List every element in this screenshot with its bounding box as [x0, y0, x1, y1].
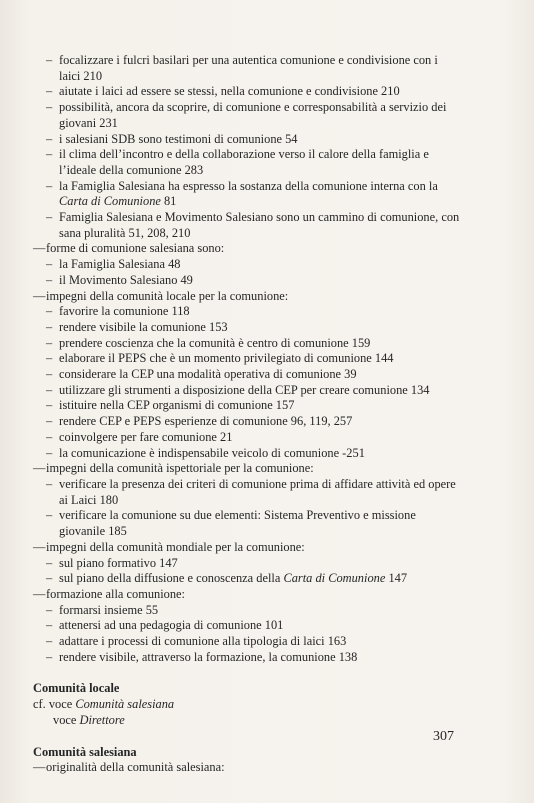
- index-entry: [33, 508, 461, 539]
- dash-marker: –: [46, 53, 53, 67]
- entry-text: la Famiglia Salesiana 48: [59, 257, 181, 272]
- group-heading-text: impegni della comunità locale per la comunione:: [46, 288, 289, 303]
- dash-marker: –: [46, 649, 53, 664]
- dash-marker: –: [46, 319, 53, 334]
- entry-text: possibilità, ancora da scoprire, di comunione e corresponsabilità a servizio dei giovani 231: [59, 100, 447, 130]
- index-entry: [33, 147, 461, 178]
- dash-marker: –: [46, 555, 53, 570]
- group-heading: [33, 289, 461, 305]
- index-entry: [33, 398, 461, 414]
- cross-reference: [33, 697, 461, 713]
- index-entry: [33, 414, 461, 430]
- index-entry: [33, 430, 461, 446]
- entry-text: formarsi insieme 55: [59, 602, 159, 617]
- dash-marker: –: [46, 257, 53, 272]
- entry-text: utilizzare gli strumenti a disposizione della CEP per creare comunione 134: [59, 382, 430, 397]
- group-heading-text: impegni della comunità ispettoriale per la comunione:: [46, 461, 314, 476]
- entry-text: rendere visibile, attraverso la formazione, la comunione 138: [59, 649, 358, 664]
- index-entry: [33, 336, 461, 352]
- group-heading: [33, 587, 461, 603]
- cross-ref-target: Direttore: [79, 712, 125, 727]
- index-entry: [33, 320, 461, 336]
- entry-italic-title: Carta di Comunione: [59, 194, 161, 209]
- dash-marker: –: [46, 272, 53, 287]
- dash-marker: –: [46, 398, 53, 413]
- index-entry: [33, 383, 461, 399]
- entry-page-ref: 81: [160, 194, 177, 209]
- index-entry: [33, 257, 461, 273]
- index-entry: [33, 84, 461, 100]
- dash-marker: –: [46, 618, 53, 633]
- dash-marker: –: [46, 178, 53, 193]
- group-heading-text: originalità della comunità salesiana:: [46, 760, 225, 775]
- index-entry: [33, 179, 461, 210]
- index-entry: [33, 53, 461, 84]
- entry-text: considerare la CEP una modalità operativa di comunione 39: [59, 367, 357, 382]
- dash-marker: –: [46, 445, 53, 460]
- dash-marker: –: [46, 602, 53, 617]
- group-heading-text: formazione alla comunione:: [46, 586, 185, 601]
- entry-text: aiutate i laici ad essere se stessi, nella comunione e condivisione 210: [59, 84, 400, 99]
- long-dash-marker: —: [33, 288, 46, 303]
- entry-text: prendere coscienza che la comunità è centro di comunione 159: [59, 335, 371, 350]
- group-heading: [33, 241, 461, 257]
- entry-text: rendere CEP e PEPS esperienze di comunione 96, 119, 257: [59, 414, 353, 429]
- page-number: 307: [433, 729, 454, 744]
- entry-text: elaborare il PEPS che è un momento privilegiato di comunione 144: [59, 351, 394, 366]
- index-entry: [33, 367, 461, 383]
- group-heading: [33, 760, 461, 776]
- dash-marker: –: [46, 335, 53, 350]
- entry-text: la Famiglia Salesiana ha espresso la sostanza della comunione interna con la: [59, 178, 438, 193]
- dash-marker: –: [46, 84, 53, 99]
- index-entry: [33, 210, 461, 241]
- group-heading-text: impegni della comunità mondiale per la comunione:: [46, 539, 305, 554]
- dash-marker: –: [46, 304, 53, 319]
- dash-marker: –: [46, 367, 53, 382]
- entry-text: verificare la presenza dei criteri di comunione prima di affidare attività ed opere ai Laici 180: [59, 476, 456, 507]
- index-entry: [33, 603, 461, 619]
- index-heading-comunita-locale: Comunità locale: [33, 681, 120, 696]
- dash-marker: –: [46, 131, 53, 146]
- group-heading-text: forme di comunione salesiana sono:: [46, 241, 225, 256]
- index-entry: [33, 273, 461, 289]
- entry-text: focalizzare i fulcri basilari per una autentica comunione e condivisione con i laici 210: [59, 53, 438, 83]
- entry-italic-title: Carta di Comunione: [283, 571, 386, 586]
- long-dash-marker: —: [33, 539, 46, 554]
- index-entry: [33, 100, 461, 131]
- entry-text: adattare i processi di comunione alla tipologia di laici 163: [59, 634, 347, 649]
- index-entry: [33, 634, 461, 650]
- index-entry: [33, 650, 461, 666]
- long-dash-marker: —: [33, 461, 46, 476]
- entry-text: sul piano della diffusione e conoscenza della: [59, 571, 284, 586]
- group-heading: [33, 540, 461, 556]
- entry-text: il Movimento Salesiano 49: [59, 272, 193, 287]
- dash-marker: –: [46, 351, 53, 366]
- entry-text: i salesiani SDB sono testimoni di comunione 54: [59, 131, 298, 146]
- dash-marker: –: [46, 414, 53, 429]
- voce-label: voce: [53, 712, 77, 727]
- entry-text: favorire la comunione 118: [59, 304, 190, 319]
- entry-text: coinvolgere per fare comunione 21: [59, 429, 233, 444]
- dash-marker: –: [46, 634, 53, 649]
- index-entry: [33, 618, 461, 634]
- entry-text: verificare la comunione su due elementi: Sistema Preventivo e missione giovanile 185: [59, 508, 416, 539]
- group-heading: [33, 461, 461, 477]
- cf-label: cf. voce: [33, 697, 73, 712]
- dash-marker: –: [46, 382, 53, 397]
- index-entry: [33, 132, 461, 148]
- index-heading-comunita-salesiana: Comunità salesiana: [33, 744, 137, 759]
- entry-page-ref: 147: [385, 571, 408, 586]
- entry-text: sul piano formativo 147: [59, 555, 178, 570]
- long-dash-marker: —: [33, 241, 46, 256]
- long-dash-marker: —: [33, 760, 46, 775]
- entry-text: attenersi ad una pedagogia di comunione 101: [59, 618, 284, 633]
- dash-marker: –: [46, 571, 53, 586]
- dash-marker: –: [46, 508, 53, 523]
- dash-marker: –: [46, 210, 53, 225]
- index-entry: [33, 304, 461, 320]
- index-entry: [33, 477, 461, 508]
- entry-text: la comunicazione è indispensabile veicolo di comunione -251: [59, 445, 365, 460]
- long-dash-marker: —: [33, 586, 46, 601]
- dash-marker: –: [46, 429, 53, 444]
- index-entry: [33, 351, 461, 367]
- entry-text: Famiglia Salesiana e Movimento Salesiano sono un cammino di comunione, con sana pluralità 51, 208, 210: [59, 210, 460, 240]
- entry-text: rendere visibile la comunione 153: [59, 319, 228, 334]
- cross-ref-target: Comunità salesiana: [75, 697, 175, 712]
- dash-marker: –: [46, 147, 53, 162]
- dash-marker: –: [46, 476, 53, 491]
- entry-text: il clima dell’incontro e della collaborazione verso il calore della famiglia e l’ideale della comunione 283: [59, 147, 429, 177]
- index-content: [33, 53, 461, 776]
- index-entry: [33, 446, 461, 462]
- index-entry: [33, 556, 461, 572]
- index-entry: [33, 571, 461, 587]
- entry-text: istituire nella CEP organismi di comunione 157: [59, 398, 295, 413]
- cross-reference: [33, 713, 461, 729]
- dash-marker: –: [46, 100, 53, 115]
